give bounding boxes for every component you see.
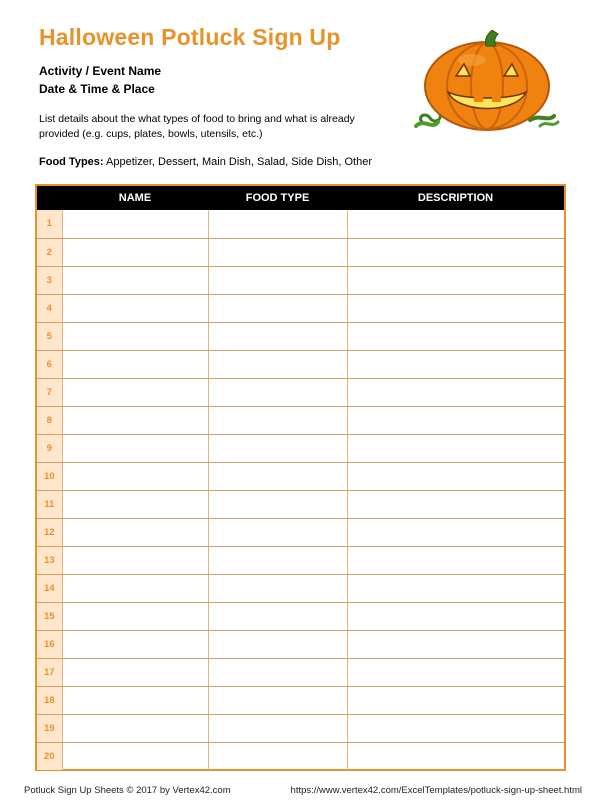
description-cell[interactable] — [347, 434, 564, 462]
row-number: 5 — [37, 322, 62, 350]
table-row — [37, 210, 564, 238]
column-header-number — [37, 186, 62, 210]
description-cell[interactable] — [347, 350, 564, 378]
food-type-cell[interactable] — [208, 742, 347, 770]
food-types-value: Appetizer, Dessert, Main Dish, Salad, Side Dish, Other — [103, 156, 372, 168]
row-number: 19 — [37, 714, 62, 742]
table-row — [37, 742, 564, 770]
description-cell[interactable] — [347, 322, 564, 350]
food-type-cell[interactable] — [208, 658, 347, 686]
table-row — [37, 658, 564, 686]
description-cell[interactable] — [347, 574, 564, 602]
date-time-place-label: Date & Time & Place — [39, 82, 155, 96]
signup-table — [35, 184, 566, 771]
table-row — [37, 322, 564, 350]
name-cell[interactable] — [62, 322, 208, 350]
name-cell[interactable] — [62, 378, 208, 406]
column-header-description: DESCRIPTION — [347, 186, 564, 210]
name-cell[interactable] — [62, 210, 208, 238]
food-type-cell[interactable] — [208, 434, 347, 462]
food-type-cell[interactable] — [208, 518, 347, 546]
name-cell[interactable] — [62, 518, 208, 546]
row-number: 10 — [37, 462, 62, 490]
details-text: List details about the what types of food to bring and what is already provided (e.g. cups, plates, bowls, utensils, etc.) — [39, 113, 355, 140]
description-cell[interactable] — [347, 294, 564, 322]
name-cell[interactable] — [62, 602, 208, 630]
food-type-cell[interactable] — [208, 406, 347, 434]
description-cell[interactable] — [347, 546, 564, 574]
food-type-cell[interactable] — [208, 210, 347, 238]
food-type-cell[interactable] — [208, 686, 347, 714]
name-cell[interactable] — [62, 742, 208, 770]
table-row — [37, 238, 564, 266]
table-row — [37, 714, 564, 742]
food-type-cell[interactable] — [208, 574, 347, 602]
food-type-cell[interactable] — [208, 714, 347, 742]
table-row — [37, 378, 564, 406]
description-cell[interactable] — [347, 742, 564, 770]
row-number: 18 — [37, 686, 62, 714]
food-type-cell[interactable] — [208, 350, 347, 378]
food-type-cell[interactable] — [208, 602, 347, 630]
table-header-row — [37, 186, 564, 210]
row-number: 16 — [37, 630, 62, 658]
table-row — [37, 518, 564, 546]
name-cell[interactable] — [62, 686, 208, 714]
column-header-name: NAME — [62, 186, 208, 210]
description-cell[interactable] — [347, 686, 564, 714]
food-type-cell[interactable] — [208, 462, 347, 490]
description-cell[interactable] — [347, 630, 564, 658]
food-type-cell[interactable] — [208, 378, 347, 406]
food-type-cell[interactable] — [208, 630, 347, 658]
row-number: 17 — [37, 658, 62, 686]
description-cell[interactable] — [347, 406, 564, 434]
table-row — [37, 574, 564, 602]
name-cell[interactable] — [62, 238, 208, 266]
activity-event-name-label: Activity / Event Name — [39, 64, 162, 78]
description-cell[interactable] — [347, 462, 564, 490]
table-row — [37, 602, 564, 630]
name-cell[interactable] — [62, 266, 208, 294]
row-number: 9 — [37, 434, 62, 462]
table-row — [37, 630, 564, 658]
table-row — [37, 294, 564, 322]
description-cell[interactable] — [347, 238, 564, 266]
row-number: 4 — [37, 294, 62, 322]
name-cell[interactable] — [62, 630, 208, 658]
row-number: 8 — [37, 406, 62, 434]
row-number: 15 — [37, 602, 62, 630]
table-row — [37, 462, 564, 490]
footer-url: https://www.vertex42.com/ExcelTemplates/potluck-sign-up-sheet.html — [290, 785, 582, 796]
description-cell[interactable] — [347, 266, 564, 294]
jack-o-lantern-icon — [412, 30, 562, 136]
row-number: 20 — [37, 742, 62, 770]
description-cell[interactable] — [347, 518, 564, 546]
name-cell[interactable] — [62, 294, 208, 322]
page-title: Halloween Potluck Sign Up — [39, 24, 341, 50]
row-number: 1 — [37, 210, 62, 238]
table-row — [37, 434, 564, 462]
description-cell[interactable] — [347, 490, 564, 518]
table-row — [37, 350, 564, 378]
food-type-cell[interactable] — [208, 546, 347, 574]
description-cell[interactable] — [347, 714, 564, 742]
food-type-cell[interactable] — [208, 266, 347, 294]
row-number: 2 — [37, 238, 62, 266]
table-row — [37, 406, 564, 434]
table-row — [37, 490, 564, 518]
row-number: 6 — [37, 350, 62, 378]
food-types-line — [39, 156, 372, 168]
name-cell[interactable] — [62, 658, 208, 686]
name-cell[interactable] — [62, 714, 208, 742]
row-number: 7 — [37, 378, 62, 406]
name-cell[interactable] — [62, 462, 208, 490]
row-number: 14 — [37, 574, 62, 602]
table-row — [37, 266, 564, 294]
name-cell[interactable] — [62, 490, 208, 518]
name-cell[interactable] — [62, 434, 208, 462]
name-cell[interactable] — [62, 406, 208, 434]
description-cell[interactable] — [347, 210, 564, 238]
food-type-cell[interactable] — [208, 294, 347, 322]
table-row — [37, 546, 564, 574]
table-row — [37, 686, 564, 714]
column-header-food-type: FOOD TYPE — [208, 186, 347, 210]
row-number: 3 — [37, 266, 62, 294]
row-number: 13 — [37, 546, 62, 574]
description-cell[interactable] — [347, 378, 564, 406]
description-cell[interactable] — [347, 658, 564, 686]
description-cell[interactable] — [347, 602, 564, 630]
name-cell[interactable] — [62, 350, 208, 378]
name-cell[interactable] — [62, 574, 208, 602]
food-types-label: Food Types: — [39, 156, 104, 168]
name-cell[interactable] — [62, 546, 208, 574]
food-type-cell[interactable] — [208, 490, 347, 518]
row-number: 12 — [37, 518, 62, 546]
food-type-cell[interactable] — [208, 322, 347, 350]
footer-copyright: Potluck Sign Up Sheets © 2017 by Vertex42.com — [24, 785, 231, 796]
row-number: 11 — [37, 490, 62, 518]
food-type-cell[interactable] — [208, 238, 347, 266]
